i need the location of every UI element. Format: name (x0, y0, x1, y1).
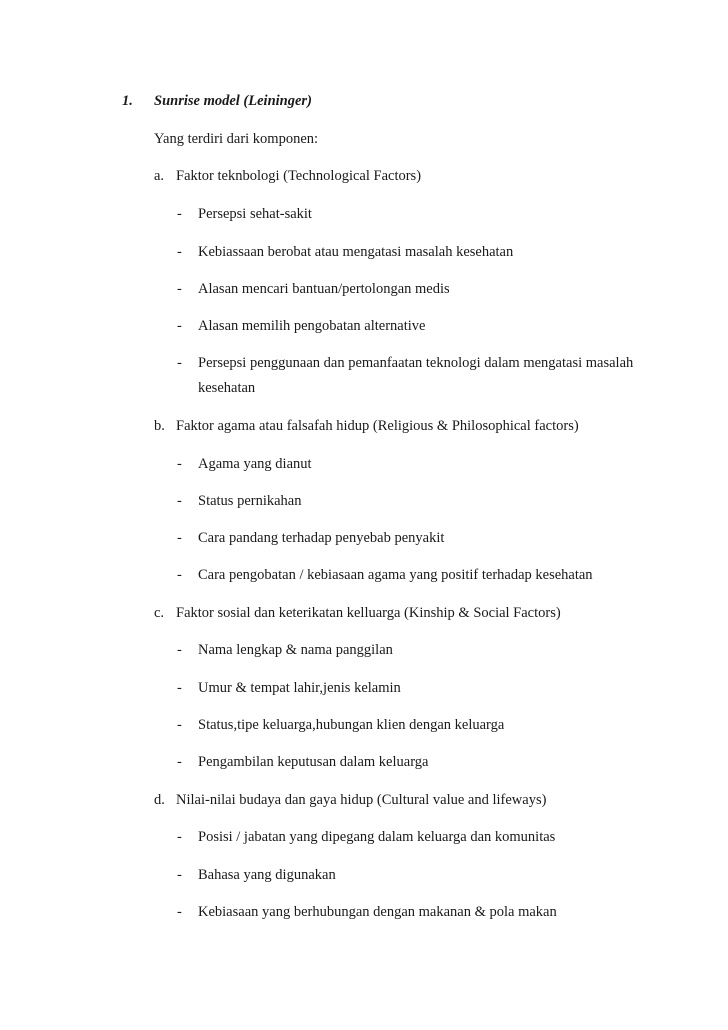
section-letter: a. (154, 168, 165, 184)
bullet-dash: - (177, 717, 182, 733)
bullet-dash: - (177, 567, 182, 583)
list-item: Kebiassaan berobat atau mengatasi masalah kesehatan (198, 244, 514, 260)
bullet-dash: - (177, 867, 182, 883)
list-item: Status pernikahan (198, 493, 302, 509)
list-item: Persepsi penggunaan dan pemanfaatan teknologi dalam mengatasi masalah (198, 355, 634, 371)
bullet-dash: - (177, 754, 182, 770)
list-item: Alasan mencari bantuan/pertolongan medis (198, 281, 450, 297)
list-item: Agama yang dianut (198, 456, 312, 472)
list-item: Alasan memilih pengobatan alternative (198, 318, 426, 334)
list-item: Posisi / jabatan yang dipegang dalam keluarga dan komunitas (198, 829, 556, 845)
list-item: Cara pengobatan / kebiasaan agama yang positif terhadap kesehatan (198, 567, 593, 583)
list-item: Bahasa yang digunakan (198, 867, 336, 883)
bullet-dash: - (177, 680, 182, 696)
bullet-dash: - (177, 829, 182, 845)
heading-title: Sunrise model (Leininger) (154, 93, 312, 109)
heading-number: 1. (122, 93, 133, 109)
bullet-dash: - (177, 281, 182, 297)
list-item: Pengambilan keputusan dalam keluarga (198, 754, 429, 770)
bullet-dash: - (177, 318, 182, 334)
section-letter: b. (154, 418, 165, 434)
list-item: Umur & tempat lahir,jenis kelamin (198, 680, 401, 696)
list-item-continuation: kesehatan (198, 380, 256, 396)
section-title: Faktor sosial dan keterikatan kelluarga (Kinship & Social Factors) (176, 605, 561, 621)
section-letter: c. (154, 605, 165, 621)
list-item: Kebiasaan yang berhubungan dengan makanan & pola makan (198, 904, 557, 920)
section-title: Nilai-nilai budaya dan gaya hidup (Cultural value and lifeways) (176, 792, 547, 808)
bullet-dash: - (177, 904, 182, 920)
bullet-dash: - (177, 456, 182, 472)
bullet-dash: - (177, 355, 182, 371)
intro-text: Yang terdiri dari komponen: (154, 131, 319, 147)
bullet-dash: - (177, 244, 182, 260)
list-item: Cara pandang terhadap penyebab penyakit (198, 530, 445, 546)
bullet-dash: - (177, 206, 182, 222)
list-item: Persepsi sehat-sakit (198, 206, 312, 222)
list-item: Nama lengkap & nama panggilan (198, 642, 393, 658)
bullet-dash: - (177, 642, 182, 658)
list-item: Status,tipe keluarga,hubungan klien dengan keluarga (198, 717, 505, 733)
section-title: Faktor agama atau falsafah hidup (Religious & Philosophical factors) (176, 418, 579, 434)
section-title: Faktor teknbologi (Technological Factors) (176, 168, 422, 184)
bullet-dash: - (177, 530, 182, 546)
section-letter: d. (154, 792, 165, 808)
bullet-dash: - (177, 493, 182, 509)
